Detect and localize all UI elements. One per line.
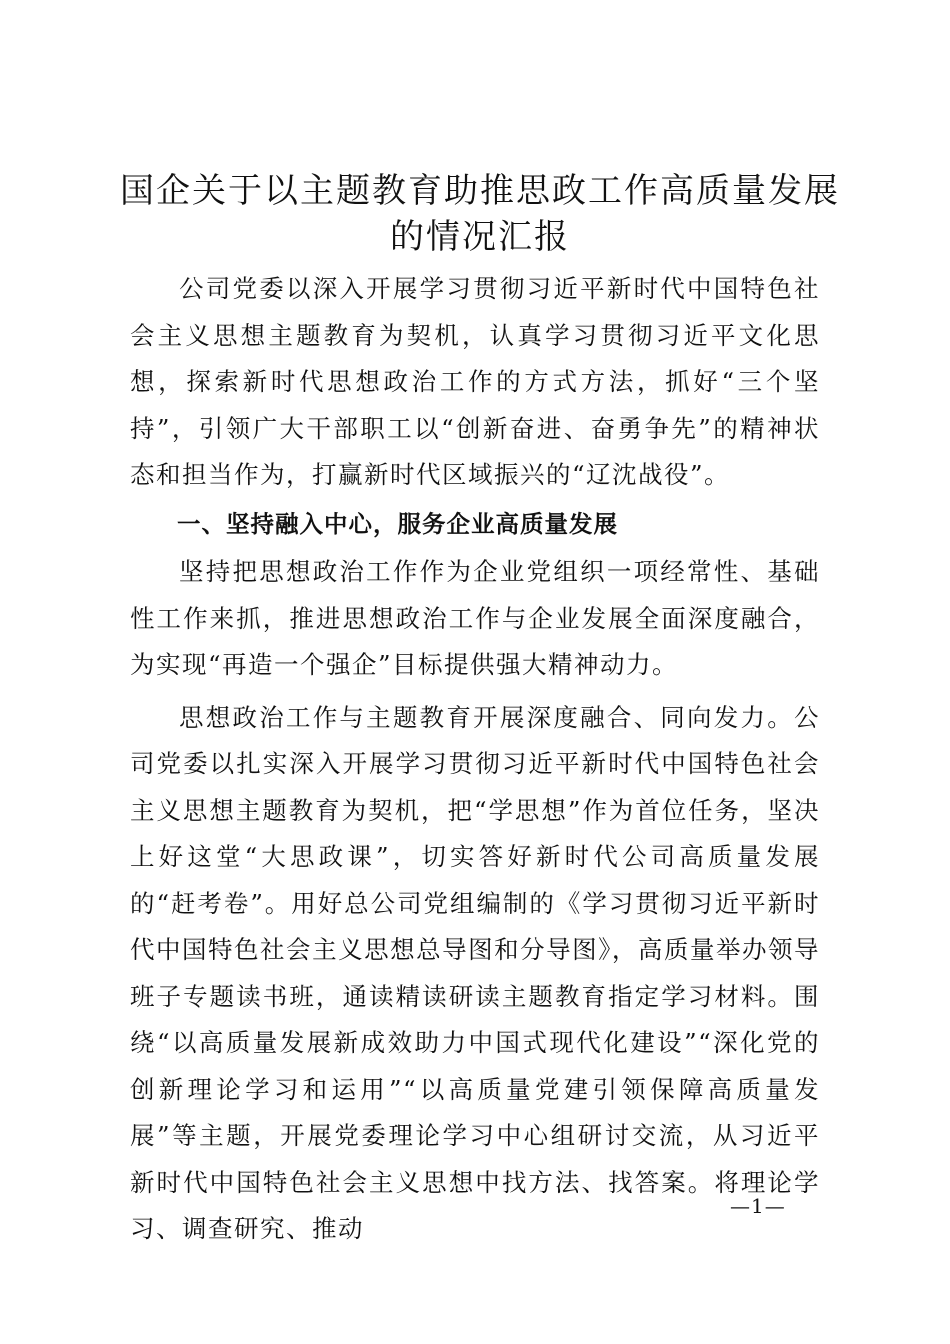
page-number: —1—: [730, 1194, 786, 1218]
paragraph-intro: 公司党委以深入开展学习贯彻习近平新时代中国特色社会主义思想主题教育为契机，认真学习贯彻习近平文化思想，探索新时代思想政治工作的方式方法，抓好“三个坚持”，引领广大干部职工以“创新奋进、奋勇争先”的精神状态和担当作为，打赢新时代区域振兴的“辽沈战役”。: [130, 274, 820, 489]
paragraph-section-1-detail: 思想政治工作与主题教育开展深度融合、同向发力。公司党委以扎实深入开展学习贯彻习近平新时代中国特色社会主义思想主题教育为契机，把“学思想”作为首位任务，坚决上好这堂“大思政课”，切实答好新时代公司高质量发展的“赶考卷”。用好总公司党组编制的《学习贯彻习近平新时代中国特色社会主义思想总导图和分导图》，高质量举办领导班子专题读书班，通读精读研读主题教育指定学习材料。围绕“以高质量发展新成效助力中国式现代化建设”“深化党的创新理论学习和运用”“以高质量党建引领保障高质量发展”等主题，开展党委理论学习中心组研讨交流，从习近平新时代中国特色社会主义思想中找方法、找答案。将理论学习、调查研究、推动: [130, 702, 820, 1243]
section-heading-1: 一、坚持融入中心，服务企业高质量发展: [177, 509, 618, 538]
paragraph-section-1-lead: 坚持把思想政治工作作为企业党组织一项经常性、基础性工作来抓，推进思想政治工作与企业发展全面深度融合，为实现“再造一个强企”目标提供强大精神动力。: [130, 557, 820, 679]
document-title: 国企关于以主题教育助推思政工作高质量发展的情况汇报: [120, 171, 840, 257]
document-body: [130, 266, 820, 1253]
